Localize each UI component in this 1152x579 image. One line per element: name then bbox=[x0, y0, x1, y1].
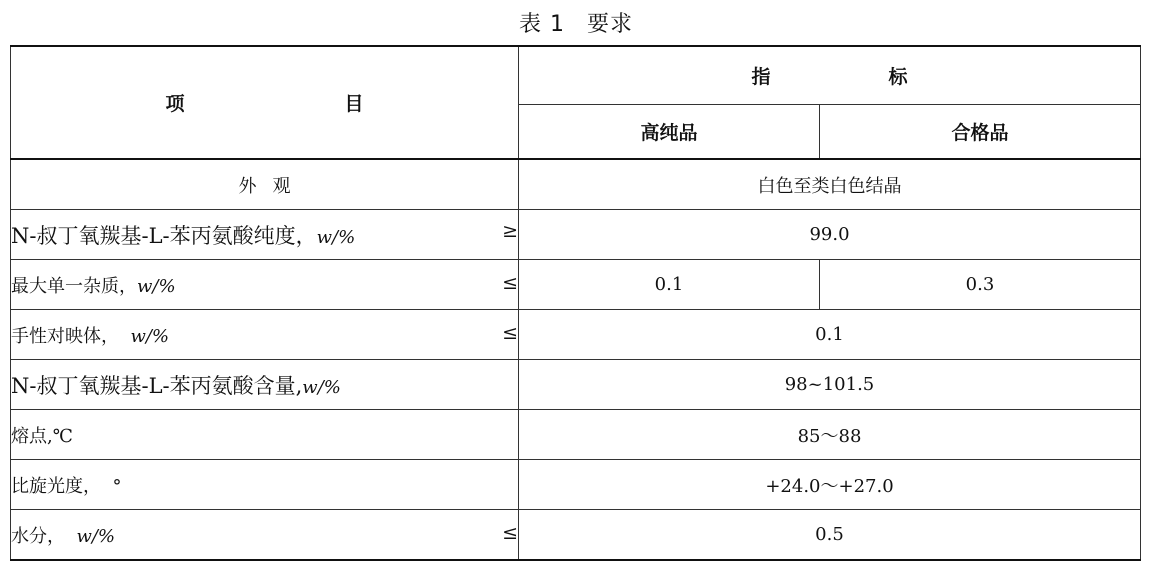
table-row bbox=[11, 510, 1141, 561]
value-melting-point: 85～88 bbox=[519, 410, 1141, 460]
grade-qualified-header: 合格品 bbox=[820, 105, 1141, 160]
value-chiral-enantiomer: 0.1 bbox=[519, 310, 1141, 360]
table-title: 要求 bbox=[586, 12, 633, 37]
item-purity: N-叔丁氧羰基-L-苯丙氨酸纯度，w/% ≥ bbox=[11, 210, 519, 260]
index-column-header: 指 标 bbox=[519, 46, 1141, 105]
value-content: 98~101.5 bbox=[519, 360, 1141, 410]
table-row bbox=[11, 460, 1141, 510]
value-impurity-high-purity: 0.1 bbox=[519, 260, 820, 310]
value-water: 0.5 bbox=[519, 510, 1141, 561]
item-specific-rotation: 比旋光度， ° bbox=[11, 460, 519, 510]
table-row bbox=[11, 159, 1141, 210]
item-appearance: 外 观 bbox=[11, 159, 519, 210]
table-row bbox=[11, 410, 1141, 460]
grade-high-purity-header: 高纯品 bbox=[519, 105, 820, 160]
table-number: 表 1 bbox=[518, 12, 565, 37]
value-purity: 99.0 bbox=[519, 210, 1141, 260]
requirements-table bbox=[10, 45, 1141, 561]
value-appearance: 白色至类白色结晶 bbox=[519, 159, 1141, 210]
header-row bbox=[11, 46, 1141, 105]
item-column-header: 项 目 bbox=[11, 46, 519, 159]
item-chiral-enantiomer: 手性对映体， w/% ≤ bbox=[11, 310, 519, 360]
item-melting-point: 熔点,℃ bbox=[11, 410, 519, 460]
table-caption bbox=[0, 10, 1152, 40]
table-row bbox=[11, 210, 1141, 260]
item-max-single-impurity: 最大单一杂质，w/% ≤ bbox=[11, 260, 519, 310]
table-row bbox=[11, 360, 1141, 410]
value-impurity-qualified: 0.3 bbox=[820, 260, 1141, 310]
item-water: 水分， w/% ≤ bbox=[11, 510, 519, 561]
table-row bbox=[11, 260, 1141, 310]
table-row bbox=[11, 310, 1141, 360]
item-content: N-叔丁氧羰基-L-苯丙氨酸含量,w/% bbox=[11, 360, 519, 410]
value-specific-rotation: +24.0～+27.0 bbox=[519, 460, 1141, 510]
